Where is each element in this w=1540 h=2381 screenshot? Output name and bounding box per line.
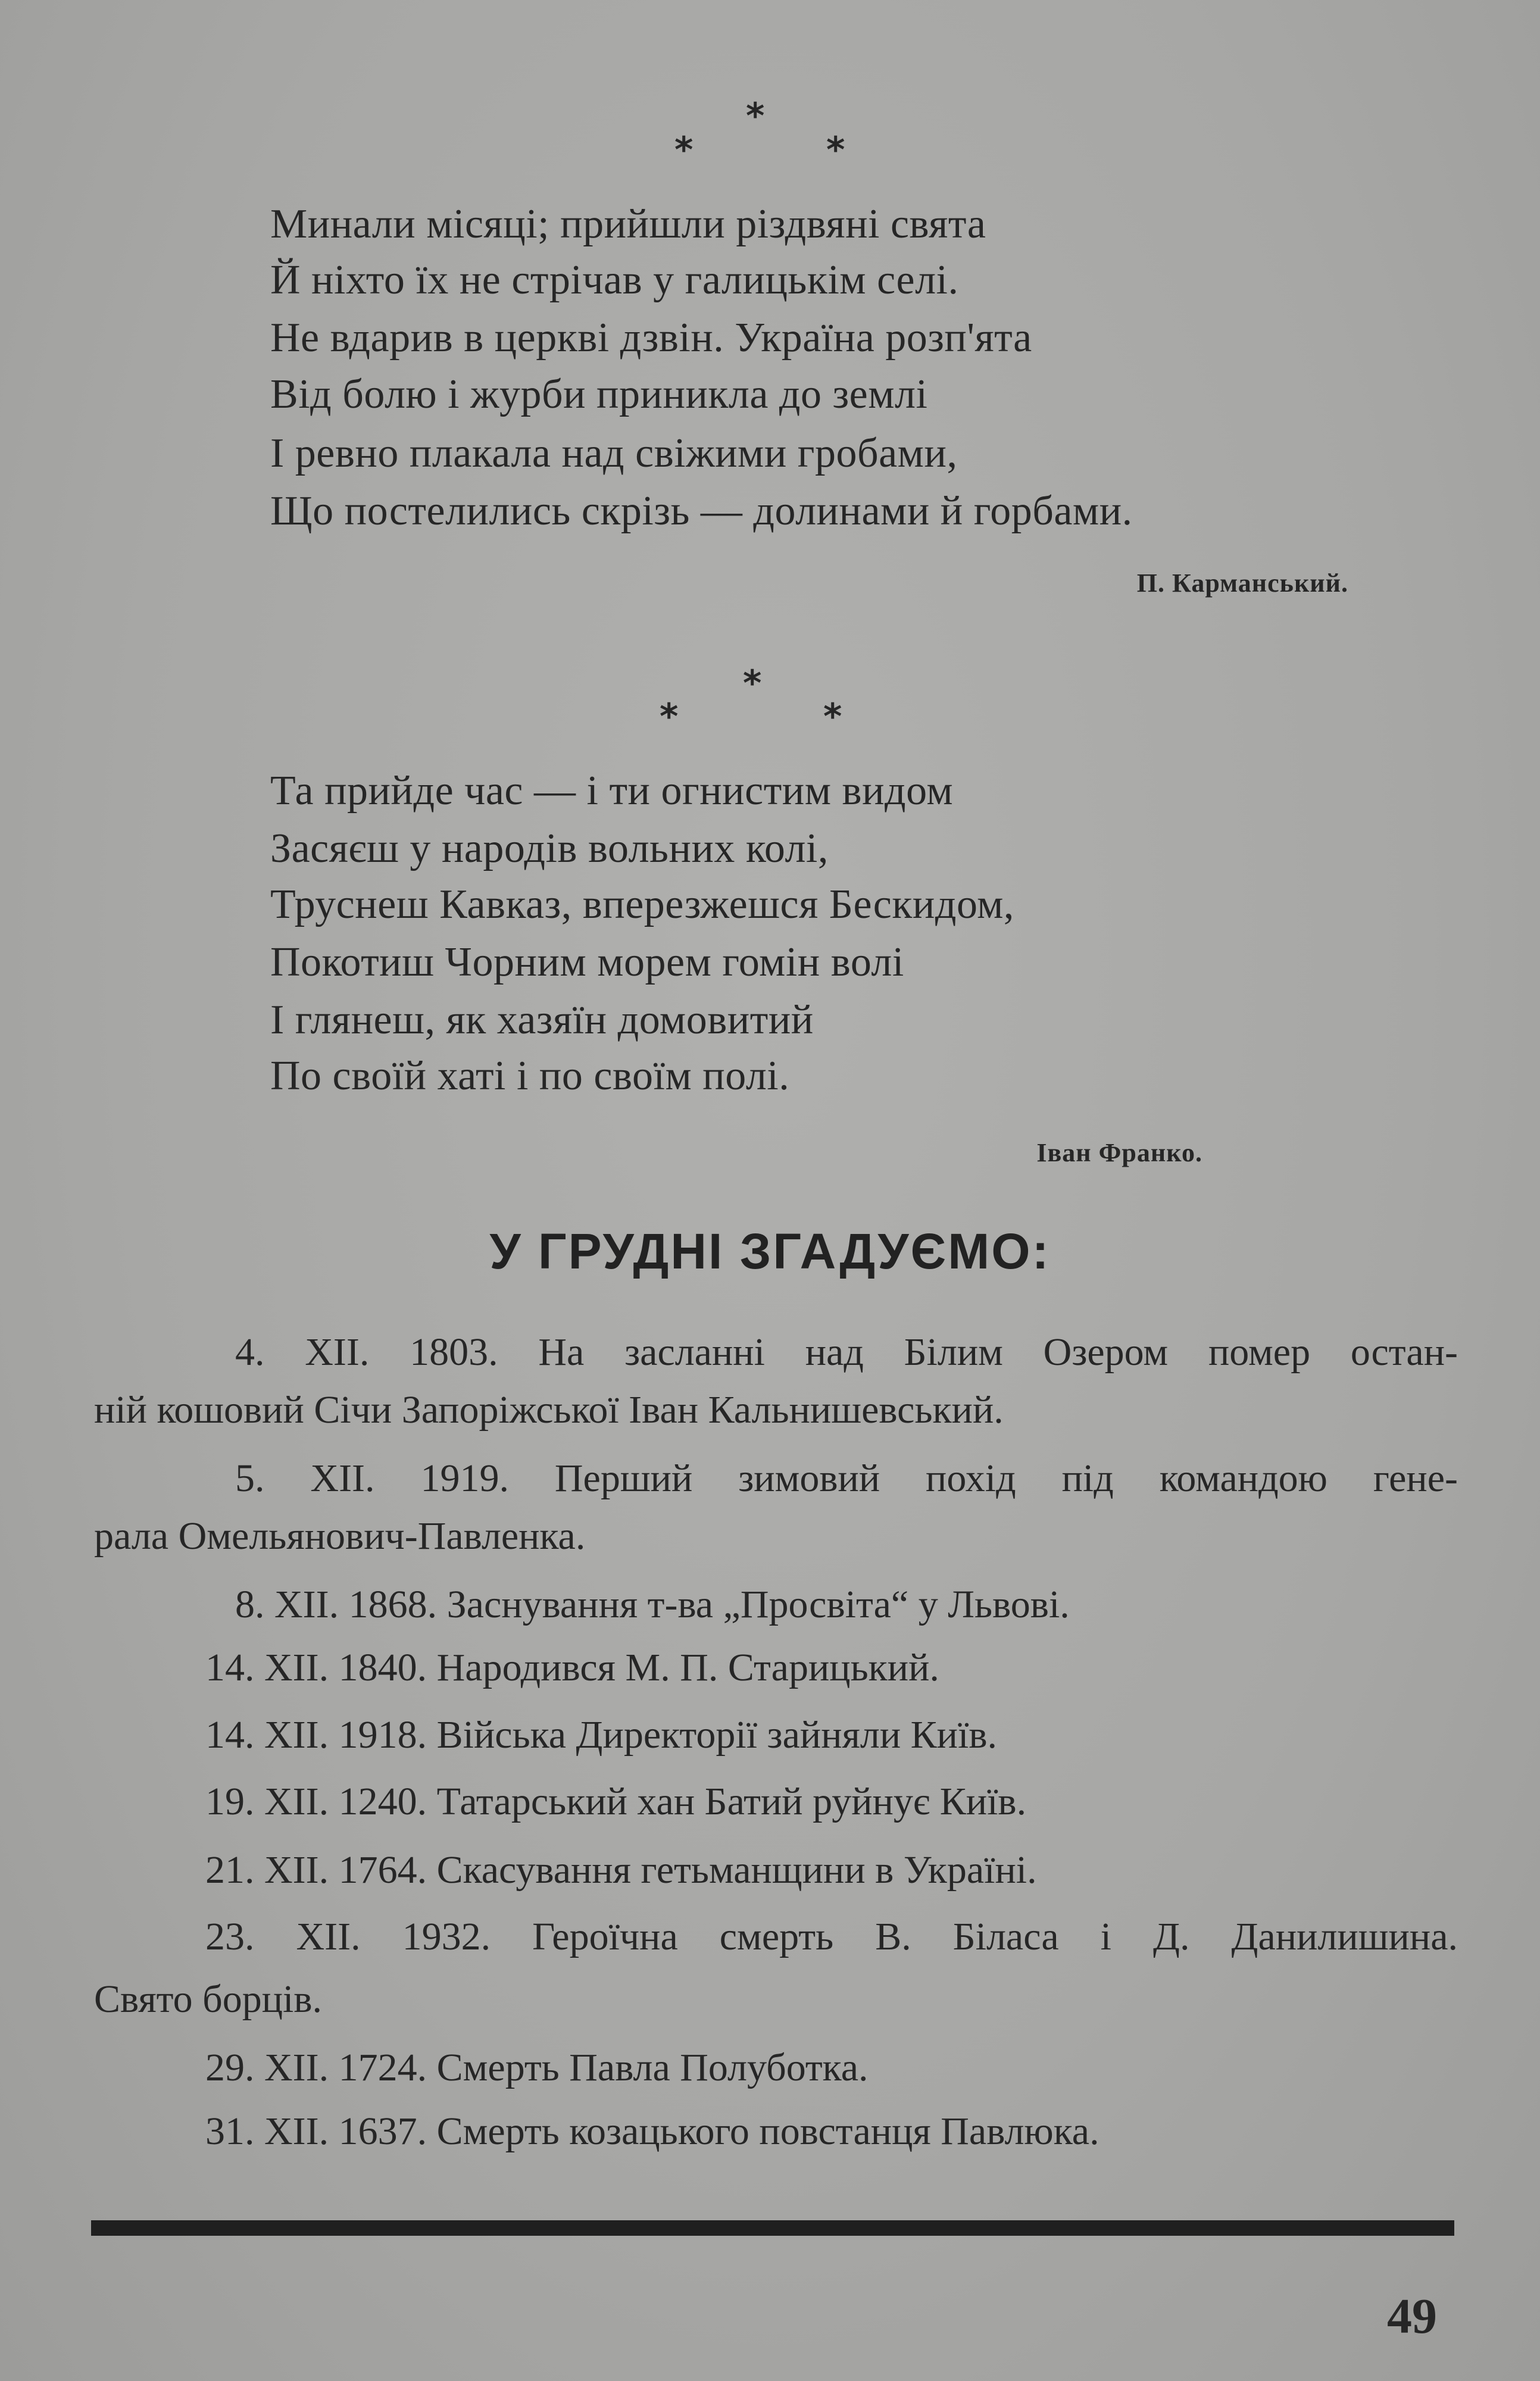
asterisk: * (823, 696, 842, 738)
poem-line: Труснеш Кавказ, вперезжешся Бескидом, (270, 882, 1014, 927)
list-item: 19. XII. 1240. Татарський хан Батий руйнує Київ. (205, 1780, 1027, 1823)
list-item: 21. XII. 1764. Скасування гетьманщини в Україні. (205, 1848, 1037, 1892)
poem-line: Й ніхто їх не стрічав у галицькім селі. (270, 257, 959, 303)
list-item: 14. XII. 1918. Війська Директорії зайняли Київ. (205, 1713, 997, 1757)
list-item: 14. XII. 1840. Народився М. П. Старицький. (205, 1646, 939, 1689)
asterisk: * (826, 129, 845, 171)
poem-line: Покотиш Чорним морем гомін волі (270, 939, 904, 985)
list-item-line: 5. XII. 1919. Перший зимовий похід під командою гене- (235, 1457, 1458, 1500)
asterisk: * (674, 129, 694, 171)
list-item: 8. XII. 1868. Заснування т-ва „Просвіта“ у Львові. (235, 1583, 1070, 1626)
section-heading: У ГРУДНІ ЗГАДУЄМО: (489, 1223, 1051, 1279)
list-item: 31. XII. 1637. Смерть козацького повстанця Павлюка. (205, 2110, 1099, 2153)
poem-line: Засяєш у народів вольних колі, (270, 826, 829, 871)
poem-line: Що постелились скрізь — долинами й горбами. (270, 488, 1133, 534)
poem-line: І глянеш, як хазяїн домовитий (270, 997, 814, 1043)
list-item-line: ній кошовий Січи Запоріжської Іван Кальнишевський. (94, 1388, 1004, 1432)
poem-author: Іван Франко. (1036, 1138, 1202, 1167)
list-item-line: 4. XII. 1803. На засланні над Білим Озером помер остан- (235, 1330, 1458, 1374)
poem-line: Не вдарив в церкві дзвін. Україна розп'ята (270, 315, 1032, 361)
poem-line: По своїй хаті і по своїм полі. (270, 1053, 790, 1099)
poem-line: Минали місяці; прийшли різдвяні свята (270, 201, 986, 247)
list-item-line: рала Омельянович-Павленка. (94, 1514, 586, 1558)
list-item-line: Свято борців. (94, 1977, 323, 2021)
list-item-line: 23. XII. 1932. Героїчна смерть В. Біласа і Д. Данилишина. (205, 1915, 1458, 1958)
horizontal-rule (91, 2220, 1454, 2236)
asterisk: * (743, 663, 762, 704)
asterisk: * (660, 696, 679, 738)
page-number: 49 (1387, 2289, 1437, 2344)
poem-line: І ревно плакала над свіжими гробами, (270, 430, 958, 476)
list-item: 29. XII. 1724. Смерть Павла Полуботка. (205, 2046, 869, 2089)
poem-line: Та прийде час — і ти огнистим видом (270, 768, 954, 814)
poem-line: Від болю і журби приникла до землі (270, 371, 928, 417)
asterisk: * (746, 95, 765, 137)
poem-author: П. Карманський. (1136, 568, 1348, 598)
